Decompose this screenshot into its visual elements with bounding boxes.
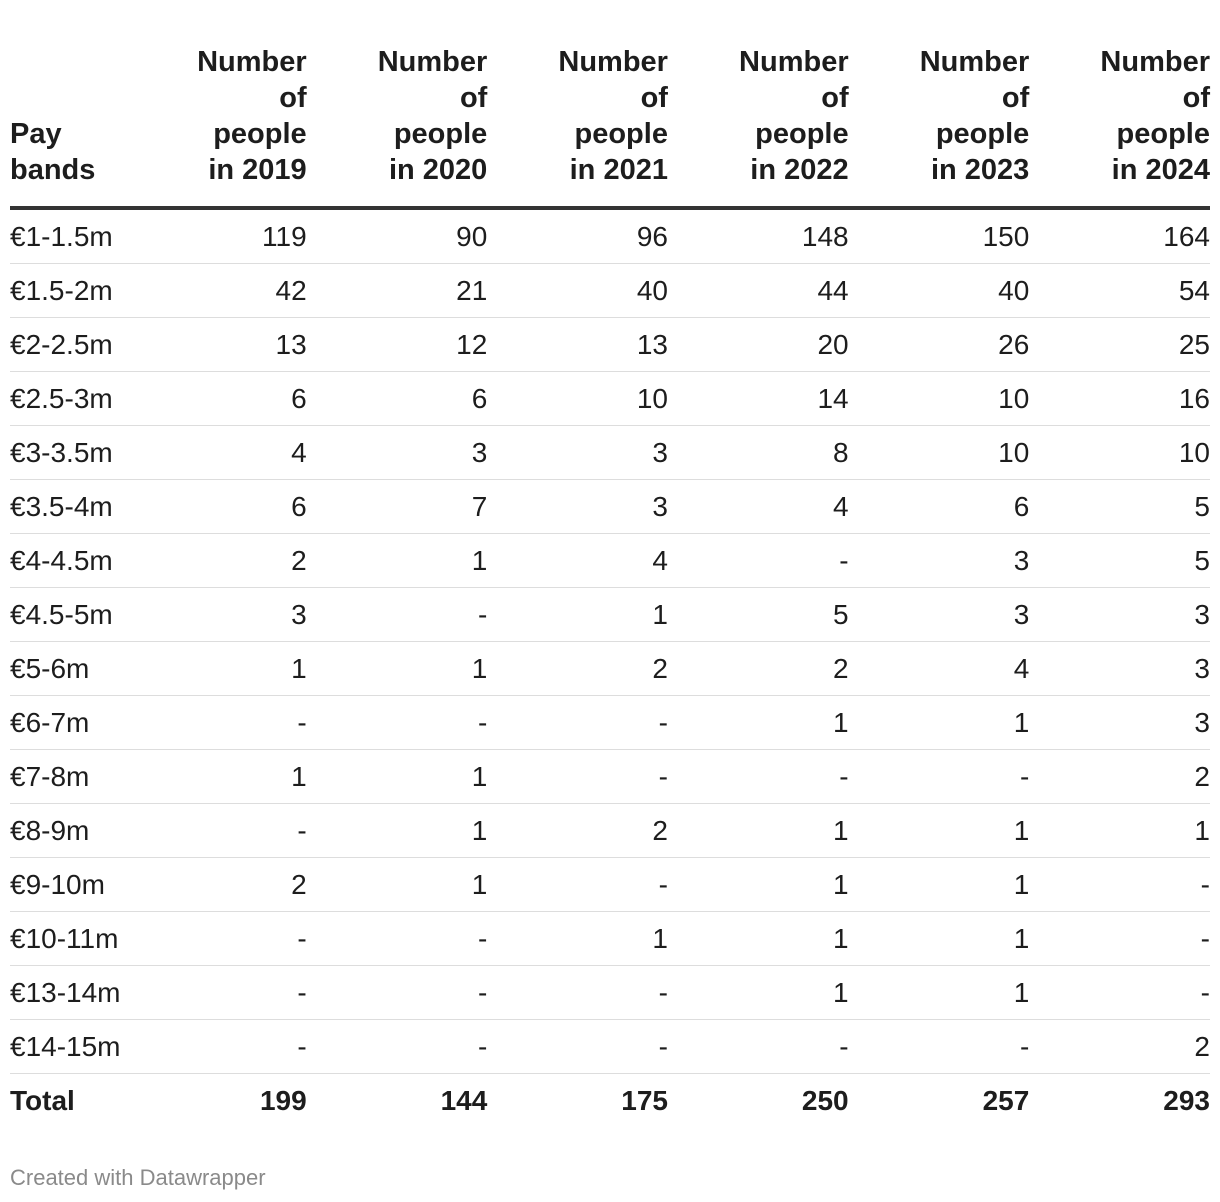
column-header-6 <box>1029 44 1210 208</box>
column-header-line: people <box>393 118 488 150</box>
value-cell: - <box>487 966 668 1020</box>
value-cell: 3 <box>126 588 307 642</box>
value-cell: 250 <box>801 1085 849 1116</box>
value-cell: 90 <box>307 208 488 264</box>
value-cell: 4 <box>668 480 849 534</box>
value-cell: - <box>126 966 307 1020</box>
value-cell: 40 <box>849 264 1030 318</box>
value-cell: - <box>1029 858 1210 912</box>
value-cell: 2 <box>126 858 307 912</box>
row-label-cell: €8-9m <box>10 804 126 858</box>
value-cell: - <box>1029 912 1210 966</box>
column-header-line: of <box>459 82 488 114</box>
total-row <box>10 1074 1210 1128</box>
value-cell: 257 <box>982 1085 1030 1116</box>
value-cell: 12 <box>307 318 488 372</box>
column-header-line: Number <box>197 46 307 78</box>
row-label-cell: €4-4.5m <box>10 534 126 588</box>
value-cell: 6 <box>307 372 488 426</box>
value-cell: 1 <box>307 750 488 804</box>
pay-bands-table <box>10 44 1210 1127</box>
value-cell: 3 <box>849 588 1030 642</box>
value-cell: 1 <box>668 912 849 966</box>
value-cell: - <box>668 534 849 588</box>
row-label-cell: €1-1.5m <box>10 208 126 264</box>
value-cell: 1 <box>487 588 668 642</box>
value-cell: 40 <box>487 264 668 318</box>
row-label-cell: €6-7m <box>10 696 126 750</box>
value-cell: 3 <box>1029 696 1210 750</box>
column-header-line: in 2019 <box>208 154 307 186</box>
value-cell: 3 <box>1029 642 1210 696</box>
row-label-cell: €3-3.5m <box>10 426 126 480</box>
value-cell: 5 <box>1029 480 1210 534</box>
value-cell: 25 <box>1029 318 1210 372</box>
value-cell: 1 <box>849 912 1030 966</box>
value-cell: - <box>126 1020 307 1074</box>
row-label-cell: €13-14m <box>10 966 126 1020</box>
column-header-line: of <box>821 82 849 114</box>
table-row <box>10 750 1210 804</box>
column-header-line: of <box>1182 82 1210 114</box>
column-header-line: of <box>640 82 668 114</box>
value-cell: 164 <box>1029 208 1210 264</box>
value-cell: 1 <box>849 966 1030 1020</box>
table-row <box>10 912 1210 966</box>
value-cell: - <box>487 1020 668 1074</box>
row-label-cell: €9-10m <box>10 858 126 912</box>
column-header-5 <box>849 44 1030 208</box>
value-cell: 150 <box>849 208 1030 264</box>
value-cell: - <box>126 804 307 858</box>
table-row <box>10 966 1210 1020</box>
value-cell: 10 <box>849 372 1030 426</box>
data-table-wrapper <box>10 44 1210 1127</box>
column-header-line: in 2022 <box>750 154 849 186</box>
value-cell: - <box>849 1020 1030 1074</box>
column-header-line: of <box>279 82 307 114</box>
value-cell: 1 <box>849 858 1030 912</box>
row-label-cell: €14-15m <box>10 1020 126 1074</box>
value-cell: 5 <box>1029 534 1210 588</box>
value-cell: 144 <box>440 1085 488 1116</box>
value-cell: 26 <box>849 318 1030 372</box>
value-cell: 96 <box>487 208 668 264</box>
value-cell: 1 <box>668 966 849 1020</box>
value-cell: 4 <box>849 642 1030 696</box>
table-row <box>10 480 1210 534</box>
row-label-cell: €1.5-2m <box>10 264 126 318</box>
column-header-line: in 2021 <box>569 154 668 186</box>
value-cell: - <box>126 696 307 750</box>
column-header-line: people <box>574 118 668 150</box>
value-cell: 3 <box>487 426 668 480</box>
value-cell: 5 <box>668 588 849 642</box>
column-header-4 <box>668 44 849 208</box>
table-row <box>10 208 1210 264</box>
value-cell: - <box>487 858 668 912</box>
value-cell: 13 <box>487 318 668 372</box>
value-cell: 10 <box>487 372 668 426</box>
value-cell: 3 <box>307 426 488 480</box>
footer-credit: Created with Datawrapper <box>10 1165 266 1190</box>
value-cell: - <box>307 696 488 750</box>
value-cell: 8 <box>668 426 849 480</box>
value-cell: 1 <box>668 696 849 750</box>
value-cell: - <box>126 912 307 966</box>
table-row <box>10 372 1210 426</box>
value-cell: - <box>307 588 488 642</box>
table-row <box>10 264 1210 318</box>
table-body <box>10 208 1210 1127</box>
value-cell: 1 <box>487 912 668 966</box>
value-cell: 20 <box>668 318 849 372</box>
column-header-line: in 2024 <box>1111 154 1210 186</box>
row-label-cell: €5-6m <box>10 642 126 696</box>
column-header-line: people <box>755 118 849 150</box>
value-cell: 2 <box>487 642 668 696</box>
table-row <box>10 642 1210 696</box>
value-cell: 2 <box>1029 750 1210 804</box>
value-cell: 54 <box>1029 264 1210 318</box>
value-cell: - <box>307 1020 488 1074</box>
column-header-line: people <box>213 118 307 150</box>
value-cell: - <box>1029 966 1210 1020</box>
table-row <box>10 858 1210 912</box>
table-row <box>10 426 1210 480</box>
value-cell: 1 <box>307 642 488 696</box>
column-header-3 <box>487 44 668 208</box>
row-label-cell: €10-11m <box>10 912 126 966</box>
value-cell: 1 <box>307 534 488 588</box>
value-cell: 3 <box>849 534 1030 588</box>
column-header-line: Number <box>919 46 1030 78</box>
value-cell: 21 <box>307 264 488 318</box>
value-cell: 7 <box>307 480 488 534</box>
row-label-cell: €2.5-3m <box>10 372 126 426</box>
value-cell: - <box>849 750 1030 804</box>
table-row <box>10 534 1210 588</box>
row-label-cell: €4.5-5m <box>10 588 126 642</box>
value-cell: 2 <box>1029 1020 1210 1074</box>
value-cell: - <box>487 696 668 750</box>
table-row <box>10 804 1210 858</box>
column-header-line: Number <box>1100 46 1210 78</box>
value-cell: 16 <box>1029 372 1210 426</box>
value-cell: - <box>307 966 488 1020</box>
value-cell: 42 <box>126 264 307 318</box>
row-label-cell: €2-2.5m <box>10 318 126 372</box>
value-cell: 1 <box>126 642 307 696</box>
value-cell: 4 <box>126 426 307 480</box>
value-cell: 1 <box>849 696 1030 750</box>
column-header-line: of <box>1001 82 1030 114</box>
value-cell: 6 <box>849 480 1030 534</box>
value-cell: 148 <box>668 208 849 264</box>
column-header-line: in 2023 <box>930 154 1030 186</box>
value-cell: 1 <box>668 804 849 858</box>
column-header-line: Number <box>558 46 668 78</box>
value-cell: - <box>307 912 488 966</box>
value-cell: - <box>487 750 668 804</box>
column-header-1 <box>126 44 307 208</box>
table-row <box>10 696 1210 750</box>
value-cell: 1 <box>668 858 849 912</box>
value-cell: 44 <box>668 264 849 318</box>
column-header-pay-bands <box>10 44 126 208</box>
column-header-line: Number <box>739 46 849 78</box>
column-header-line: Pay <box>10 118 62 150</box>
value-cell: 14 <box>668 372 849 426</box>
value-cell: 10 <box>1029 426 1210 480</box>
column-header-2 <box>307 44 488 208</box>
column-header-line: in 2020 <box>388 154 488 186</box>
value-cell: 2 <box>668 642 849 696</box>
value-cell: 10 <box>849 426 1030 480</box>
table-row <box>10 318 1210 372</box>
value-cell: - <box>668 1020 849 1074</box>
value-cell: 2 <box>126 534 307 588</box>
value-cell: 175 <box>621 1085 668 1116</box>
value-cell: 1 <box>126 750 307 804</box>
value-cell: 4 <box>487 534 668 588</box>
column-header-line: Number <box>377 46 488 78</box>
value-cell: 293 <box>1163 1085 1210 1116</box>
value-cell: 119 <box>126 208 307 264</box>
column-header-line: people <box>935 118 1030 150</box>
table-header <box>10 44 1210 208</box>
header-row <box>10 44 1210 208</box>
value-cell: 1 <box>307 858 488 912</box>
column-header-line: bands <box>10 154 96 186</box>
table-row <box>10 1020 1210 1074</box>
column-header-line: people <box>1116 118 1210 150</box>
value-cell: 1 <box>1029 804 1210 858</box>
value-cell: 1 <box>307 804 488 858</box>
value-cell: 1 <box>849 804 1030 858</box>
value-cell: 13 <box>126 318 307 372</box>
value-cell: 2 <box>487 804 668 858</box>
value-cell: 6 <box>126 372 307 426</box>
value-cell: 3 <box>1029 588 1210 642</box>
row-label-cell: Total <box>10 1085 75 1116</box>
value-cell: 3 <box>487 480 668 534</box>
row-label-cell: €3.5-4m <box>10 480 126 534</box>
value-cell: 6 <box>126 480 307 534</box>
row-label-cell: €7-8m <box>10 750 126 804</box>
table-row <box>10 588 1210 642</box>
value-cell: - <box>668 750 849 804</box>
value-cell: 199 <box>259 1085 307 1116</box>
